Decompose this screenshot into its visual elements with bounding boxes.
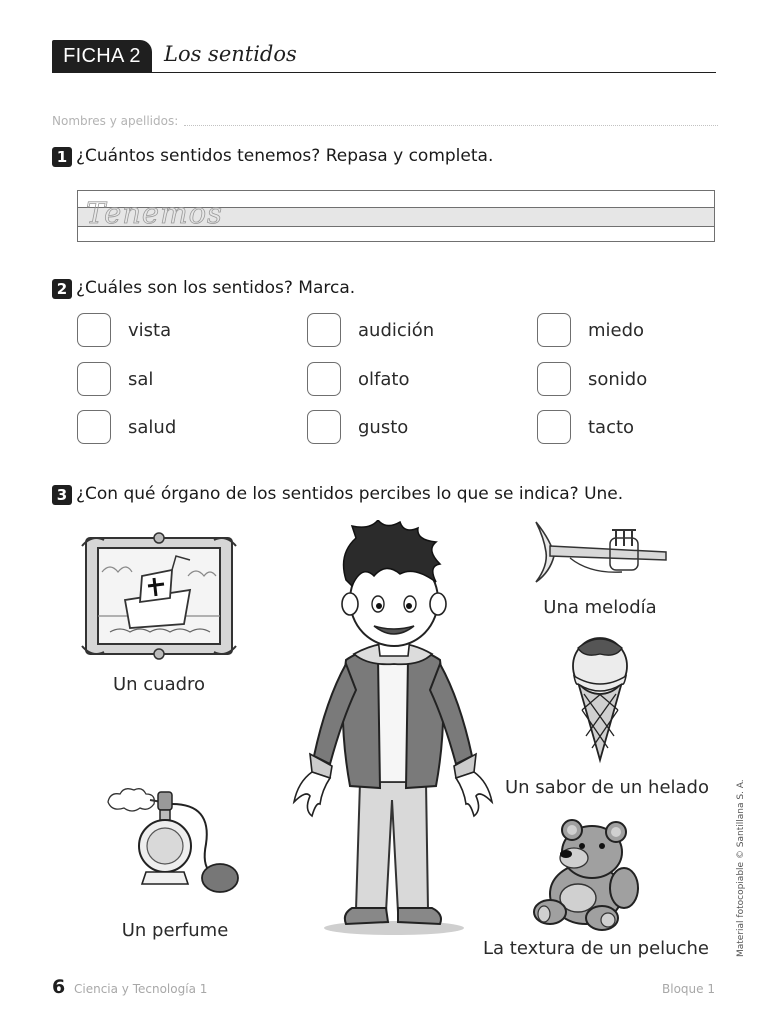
name-field-line[interactable] <box>184 125 718 126</box>
option-label: sal <box>128 369 154 390</box>
trumpet-icon <box>530 516 676 586</box>
trace-word: Tenemos <box>86 196 223 230</box>
footer-block: Bloque 1 <box>662 982 715 996</box>
checkbox-gusto[interactable] <box>307 410 341 444</box>
checkbox-salud[interactable] <box>77 410 111 444</box>
option-label: tacto <box>588 417 635 438</box>
option-label: salud <box>128 417 177 438</box>
checkbox-miedo[interactable] <box>537 313 571 347</box>
question-3-text: ¿Con qué órgano de los sentidos percibes lo que se indica? Une. <box>76 484 624 504</box>
question-2-text: ¿Cuáles son los sentidos? Marca. <box>76 278 356 298</box>
checkbox-tacto[interactable] <box>537 410 571 444</box>
checkbox-audicion[interactable] <box>307 313 341 347</box>
option-label: vista <box>128 320 172 341</box>
caption-teddy: La textura de un peluche <box>483 938 709 959</box>
header-divider <box>52 72 716 73</box>
teddy-bear-icon <box>532 818 650 934</box>
caption-perfume: Un perfume <box>121 920 229 941</box>
ficha-tab: FICHA 2 <box>52 40 152 72</box>
page-number: 6 <box>52 976 66 998</box>
option-label: sonido <box>588 369 648 390</box>
checkbox-olfato[interactable] <box>307 362 341 396</box>
page-title: Los sentidos <box>164 42 297 66</box>
ice-cream-icon <box>570 636 630 764</box>
caption-ice-cream: Un sabor de un helado <box>505 777 709 798</box>
question-1-text: ¿Cuántos sentidos tenemos? Repasa y completa. <box>76 146 494 166</box>
option-label: miedo <box>588 320 645 341</box>
name-field-label: Nombres y apellidos: <box>52 114 179 128</box>
perfume-bottle-icon <box>102 784 242 894</box>
framed-painting-icon <box>80 532 238 660</box>
question-2-number: 2 <box>52 279 72 299</box>
option-label: gusto <box>358 417 409 438</box>
question-1-number: 1 <box>52 147 72 167</box>
checkbox-vista[interactable] <box>77 313 111 347</box>
checkbox-sonido[interactable] <box>537 362 571 396</box>
caption-trumpet: Una melodía <box>543 597 657 618</box>
caption-painting: Un cuadro <box>112 674 206 695</box>
boy-illustration-icon <box>290 520 496 936</box>
option-label: olfato <box>358 369 410 390</box>
question-3-number: 3 <box>52 485 72 505</box>
checkbox-sal[interactable] <box>77 362 111 396</box>
option-label: audición <box>358 320 435 341</box>
footer-subject: Ciencia y Tecnología 1 <box>74 982 208 996</box>
copyright-note: Material fotocopiable © Santillana S. A. <box>736 779 746 957</box>
